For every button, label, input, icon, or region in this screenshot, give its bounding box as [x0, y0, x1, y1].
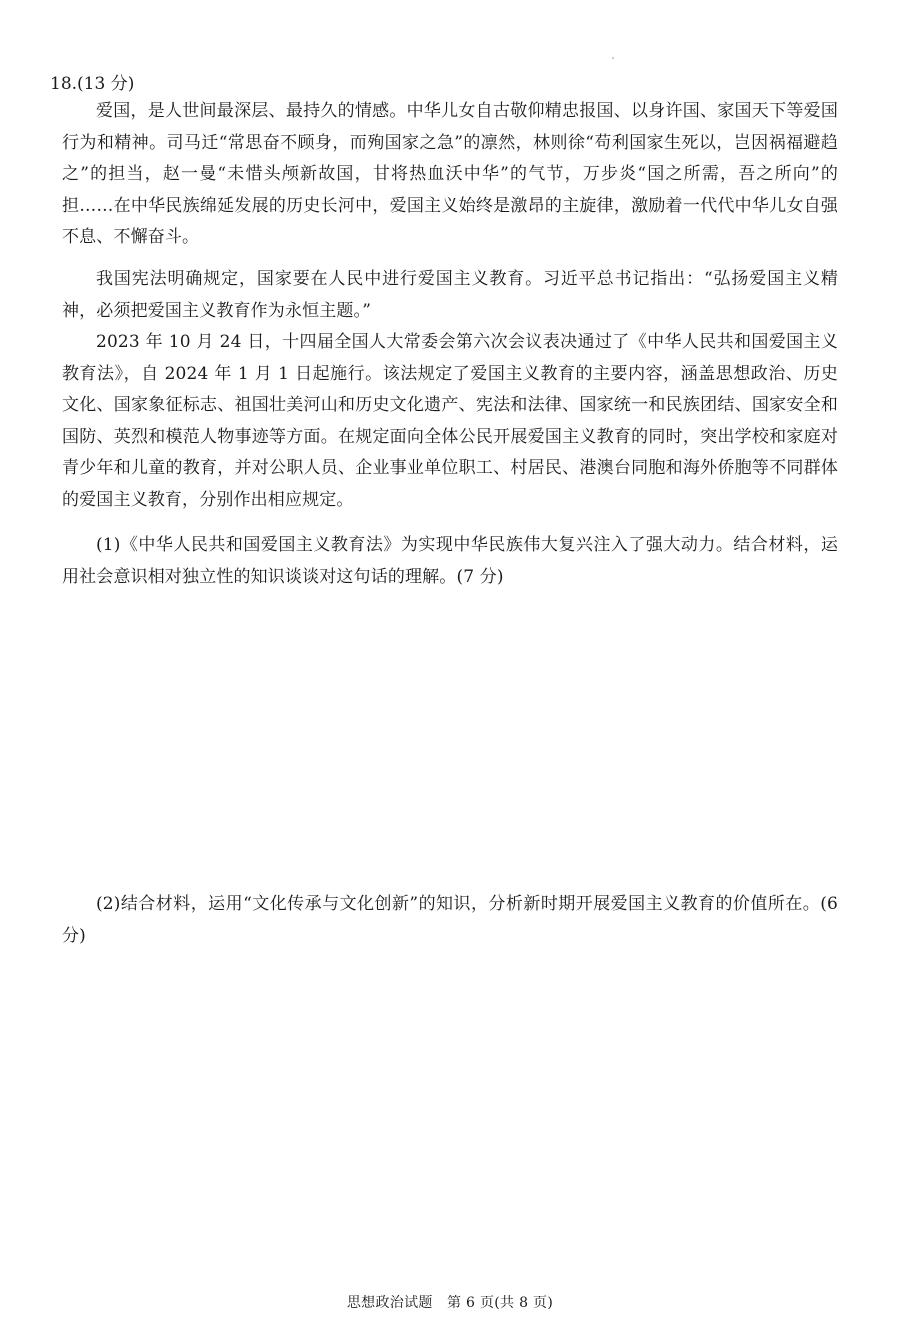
material-paragraph: 我国宪法明确规定，国家要在人民中进行爱国主义教育。习近平总书记指出：“弘扬爱国主义精神，必须把爱国主义教育作为永恒主题。” [62, 269, 838, 321]
question-number: 18.(13 分) [50, 74, 135, 94]
scan-speck [612, 57, 614, 59]
sub-question-1: (1)《中华人民共和国爱国主义教育法》为实现中华民族伟大复兴注入了强大动力。结合材料，运用社会意识相对独立性的知识谈谈对这句话的理解。(7 分) [62, 535, 838, 587]
answer-area-2 [62, 960, 838, 1270]
page-footer: 思想政治试题 第 6 页(共 8 页) [346, 1295, 554, 1311]
material-paragraph: 爱国，是人世间最深层、最持久的情感。中华儿女自古敬仰精忠报国、以身许国、家国天下等爱国行为和精神。司马迁“常思奋不顾身，而殉国家之急”的凛然，林则徐“苟利国家生死以，岂因祸福避趋之”的担当，赵一曼“未惜头颅新故国，甘将热血沃中华”的气节，万步炎“国之所需，吾之所向”的担……在中华民族绵延发展的历史长河中，爱国主义始终是激昂的主旋律，激励着一代代中华儿女自强不息、不懈奋斗。 [62, 101, 838, 248]
material-paragraph: 2023 年 10 月 24 日，十四届全国人大常委会第六次会议表决通过了《中华人民共和国爱国主义教育法》，自 2024 年 1 月 1 日起施行。该法规定了爱国主义教育的主要内容，涵盖思想政治、历史文化、国家象征标志、祖国壮美河山和历史文化遗产、宪法和法律、国家统一和民族团结、国家安全和国防、英烈和模范人物事迹等方面。在规定面向全体公民开展爱国主义教育的同时，突出学校和家庭对青少年和儿童的教育，并对公职人员、企业事业单位职工、村居民、港澳台同胞和海外侨胞等不同群体的爱国主义教育，分别作出相应规定。 [62, 332, 838, 510]
answer-area-1 [62, 600, 838, 870]
sub-question-2: (2)结合材料，运用“文化传承与文化创新”的知识，分析新时期开展爱国主义教育的价值所在。(6 分) [62, 894, 838, 946]
